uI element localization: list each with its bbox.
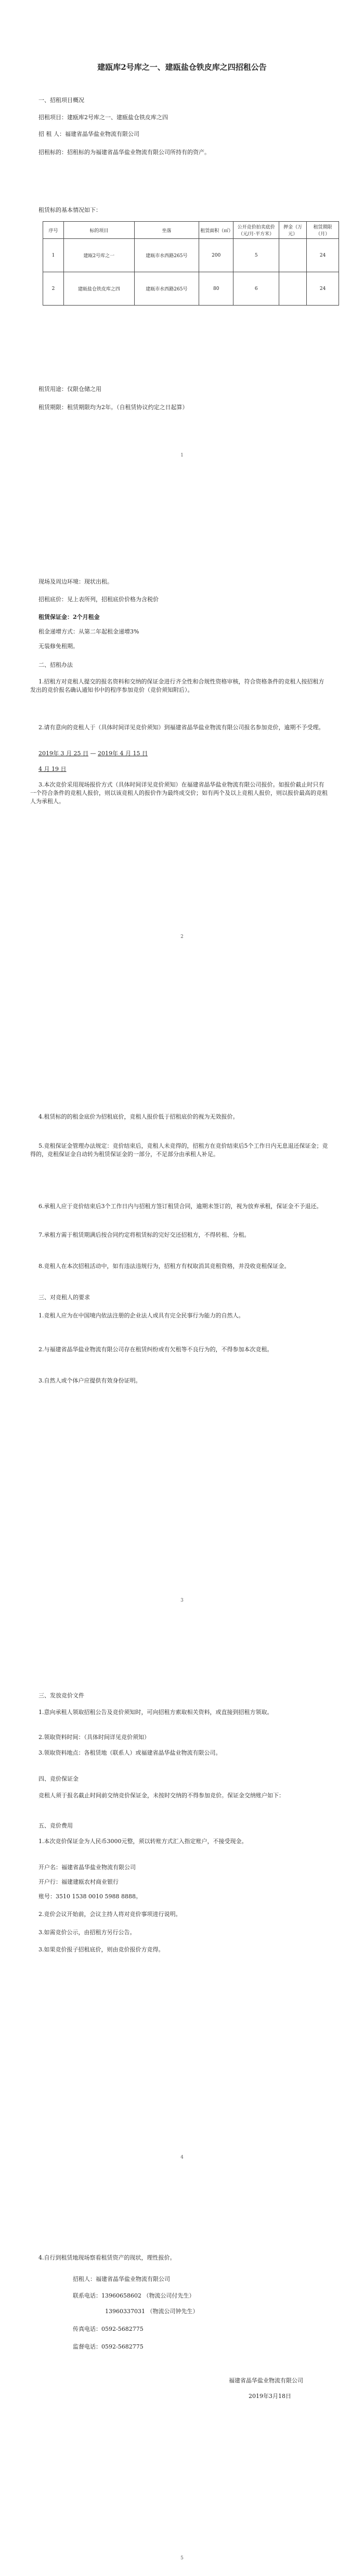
paragraph: 2.与福建省晶华盐业物流有限公司存在租赁纠纷或有欠租等不良行为的，不得参加本次竞租。	[38, 1346, 273, 1353]
section-heading-5: 四、竞价保证金	[38, 1775, 79, 1782]
cell: 24	[307, 272, 339, 306]
section-heading-2: 二、招租办法	[38, 662, 73, 668]
document-page-1	[0, 0, 364, 531]
cell: 建瓯盐仓铁皮库之四	[64, 272, 134, 306]
paragraph: 1.本次竞价保证金为人民币3000元整，须以转账方式汇入指定账户，不接受现金。	[38, 1838, 248, 1845]
reg-end: 2019年 4 月 15 日	[97, 750, 148, 757]
col-header: 租赁期限（月）	[307, 222, 339, 239]
bank-name: 开户行：福建建瓯农村商业银行	[38, 1879, 119, 1885]
paragraph: 3.如果竞价报子招租底价，则由竞价报价方竞得。	[38, 1946, 164, 1953]
page-number: 3	[180, 1598, 184, 1603]
cell: 1	[43, 239, 64, 272]
col-header: 标的项目	[64, 222, 134, 239]
cell	[279, 272, 307, 306]
section-heading-3: 三、对竞租人的要求	[38, 1294, 90, 1301]
cell: 建瓯市水西路265号	[134, 239, 199, 272]
paragraph: 租赁期限：租赁期限均为2年。（自租赁协议约定之日起算）	[38, 404, 188, 411]
contact-supervision: 监督电话：0592-5682775	[73, 2343, 144, 2350]
document-title: 建瓯库2号库之一、建瓯盐仓铁皮库之四招租公告	[97, 62, 267, 72]
document-page-2	[0, 531, 364, 1051]
paragraph: 招租项目：建瓯库2号库之一、建瓯盐仓铁皮库之四	[38, 114, 168, 121]
registration-period	[38, 750, 330, 758]
paragraph: 租赁标的基本情况如下：	[38, 207, 101, 213]
page-number: 2	[180, 934, 184, 940]
table-row	[43, 239, 339, 272]
col-header: 序号	[43, 222, 64, 239]
cell	[279, 239, 307, 272]
paragraph: 竞租人须于报名截止时间前交纳竞价保证金，未按时交纳的不得参加竞价。保证金交纳账户如下：	[38, 1792, 284, 1799]
paragraph: 1.意向承租人领取招租公告及竞价须知时，可向招租方索取相关资料，或直接到招租方领取。	[38, 1709, 273, 1716]
contact-phone-1: 联系电话：13960658602 （物流公司付先生）	[73, 2292, 195, 2299]
cell: 2	[43, 272, 64, 306]
col-header: 押金（万元）	[279, 222, 307, 239]
cell: 24	[307, 239, 339, 272]
document-page-4	[0, 1666, 364, 2238]
account-name: 开户名：福建省晶华盐业物流有限公司	[38, 1864, 136, 1871]
paragraph: 3.如需竞价公示，由招租方另行公告。	[38, 1929, 136, 1936]
bid-date: 4 月 19 日	[38, 766, 67, 772]
paragraph: 招租标的：招租标的为福建省晶华盐业物流有限公司所持有的资产。	[38, 149, 210, 156]
paragraph: 租赁用途：仅限仓储之用	[38, 386, 101, 392]
account-number: 账号：3510 1538 0010 5988 8888。	[38, 1893, 141, 1900]
paragraph: 2.领取资料时间：（具体时间详见竞价须知）	[38, 1734, 150, 1741]
section-heading-1: 一、招租项目概况	[38, 97, 84, 104]
cell: 建瓯2号库之一	[64, 239, 134, 272]
paragraph: 4.自行到租赁地现场察看租赁资产的现状，理性报价。	[38, 2254, 176, 2261]
document-page-3	[0, 1051, 364, 1666]
section-heading-4: 三、发放竞价文件	[38, 1692, 84, 1699]
bid-date-line	[38, 765, 330, 773]
paragraph: 2.竞价会议开始前，会议主持人将对竞价事项进行说明。	[38, 1911, 181, 1918]
cell: 5	[233, 239, 279, 272]
cell: 6	[233, 272, 279, 306]
paragraph: 3.领取资料地点：各租赁地（联系人）或福建省晶华盐业物流有限公司。	[38, 1749, 222, 1756]
table-row	[43, 272, 339, 306]
reg-separator: —	[90, 750, 98, 757]
paragraph: 3.本次竞价采用现场报价方式（具体时间详见竞价须知）在福建省晶华盐业物流有限公司报价。如报价截止时只有一个符合条件的竞租人报价，则以该竞租人的报价作为最终成交价；如有两个及以上竞租人报价，则以报价最高的竞租人为承租人。	[30, 781, 328, 805]
paragraph: 租金递增方式：从第二年起租金递增3%	[38, 628, 139, 635]
col-header: 租赁面积（㎡）	[199, 222, 233, 239]
cell: 80	[199, 272, 233, 306]
reg-start: 2019年 3 月 25 日	[38, 750, 88, 757]
paragraph: 6.承租人应于竞价结束后3个工作日内与招租方签订租赁合同，逾期未签订的，视为放弃承租，保证金不予退还。	[38, 1203, 322, 1210]
signature-date: 2019年3月18日	[249, 2393, 291, 2400]
cell: 建瓯市水西路265号	[134, 272, 199, 306]
col-header: 坐落	[134, 222, 199, 239]
contact-lessor: 招租人：福建省晶华盐业物流有限公司	[73, 2276, 170, 2282]
page-number: 5	[180, 2556, 184, 2561]
contact-phone-2: 13960337031 （物流公司钟先生）	[105, 2308, 199, 2315]
paragraph: 8.竞租人在本次招租活动中，如有违法违规行为，招租方有权取消其竞租资格，并没收竞租保证金。	[38, 1263, 290, 1270]
cell: 200	[199, 239, 233, 272]
page-number: 4	[180, 2155, 184, 2160]
paragraph: 无装修免租期。	[38, 643, 79, 650]
section-heading-6: 五、竞价费用	[38, 1822, 73, 1829]
lease-table	[43, 221, 339, 306]
paragraph: 现场及周边环境：现状出租。	[38, 578, 113, 585]
contact-fax: 传真电话：0592-5682775	[73, 2326, 144, 2332]
paragraph: 2.请有意向的竞租人于（具体时间详见竞价须知）到福建省晶华盐业物流有限公司报名参加竞价，逾期不予受理。	[38, 724, 324, 731]
paragraph: 4.租赁标的的租金底价为招租底价，竞租人报价低于招租底价的视为无效报价。	[38, 1113, 239, 1120]
paragraph: 1.招租方对竞租人提交的报名资料和交纳的保证金进行齐全性和合规性资格审核，符合资格条件的竞租人按招租方发出的竞价报名确认通知书中的程序参加竞价（竞价须知附后）。	[30, 678, 324, 693]
paragraph: 招租底价：见上表所列，招租底价价格为含税价	[38, 596, 159, 603]
col-header: 公开竞价拍卖底价（元/月·平方米）	[233, 222, 279, 239]
paragraph-bold: 租赁保证金：2个月租金	[38, 614, 100, 620]
paragraph: 3.自然人或个体户应提供有效身份证明。	[38, 1377, 141, 1384]
paragraph: 1.竞租人应为在中国境内依法注册的企业法人或具有完全民事行为能力的自然人。	[38, 1312, 244, 1319]
paragraph: 5.竞租保证金管理办法规定：竞价结束后，竞租人未竞得的，招租方在竞价结束后5个工作日内无息退还保证金；竞得的，竞租保证金自动转为租赁保证金的一部分，不足部分由承租人补足。	[30, 1143, 328, 1158]
paragraph: 7.承租方需于租赁期满后按合同约定将租赁标的完好交还招租方，不得转租、分租。	[38, 1232, 250, 1238]
signature-company: 福建省晶华盐业物流有限公司	[229, 2377, 303, 2384]
document-page-5	[0, 2238, 364, 2576]
paragraph: 招 租 人：福建省晶华盐业物流有限公司	[38, 131, 139, 137]
table-header-row	[43, 222, 339, 239]
page-number: 1	[180, 453, 184, 458]
